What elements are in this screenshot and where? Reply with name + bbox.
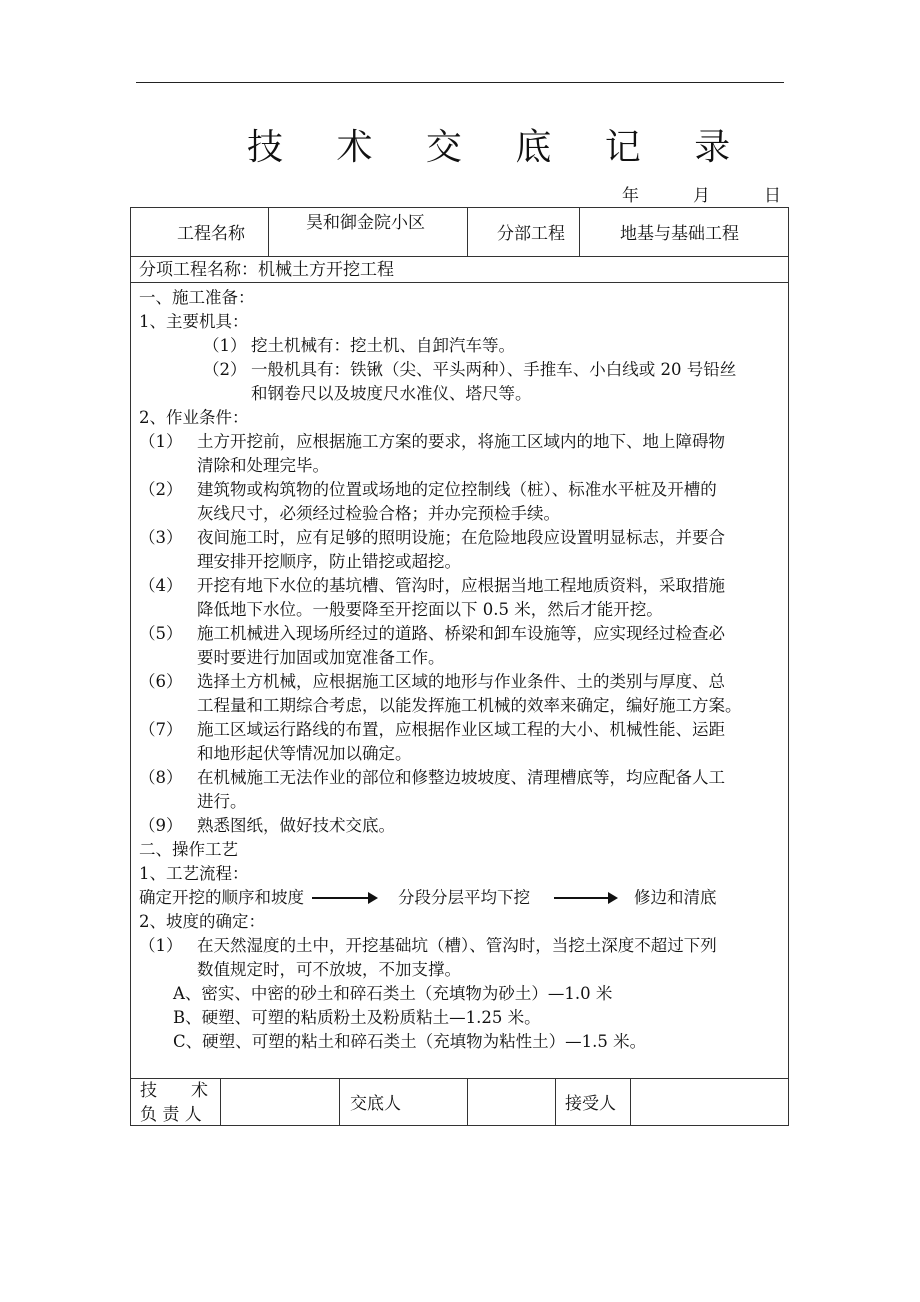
slope-case-c: C、硬塑、可塑的粘土和碎石类土（充填物为粘性土）—1.5 米。	[173, 1032, 647, 1051]
date-year: 年	[622, 186, 639, 206]
condition-5-line1: 施工机械进入现场所经过的道路、桥梁和卸车设施等，应实现经过检查必	[197, 624, 725, 643]
condition-7-num: （7）	[139, 720, 183, 739]
condition-2-num: （2）	[139, 480, 183, 499]
handover-person-label: 交底人	[350, 1094, 401, 1114]
slope-item-1	[139, 934, 784, 958]
subitem-value: 机械土方开挖工程	[258, 260, 394, 280]
condition-9-num: （9）	[139, 816, 183, 835]
record-form	[130, 207, 789, 1126]
tech-lead-label-line2: 负 责 人	[140, 1105, 202, 1125]
top-rule	[136, 82, 784, 83]
row-divider-subitem	[131, 282, 788, 283]
condition-1-line2: 清除和处理完毕。	[197, 456, 329, 475]
tool-item-2-num: （2）	[203, 360, 247, 379]
project-name-label: 工程名称	[177, 224, 245, 244]
tool-item-2-cont: 和钢卷尺以及坡度尺水准仪、塔尺等。	[251, 384, 532, 403]
condition-6	[139, 670, 784, 694]
tool-item-1-num: （1）	[203, 336, 247, 355]
condition-3-line2: 理安排开挖顺序，防止错挖或超挖。	[197, 552, 461, 571]
condition-2-line2: 灰线尺寸，必须经过检验合格；并办完预检手续。	[197, 504, 560, 523]
row-divider-header	[131, 256, 788, 257]
condition-4-num: （4）	[139, 576, 183, 595]
condition-8-line2: 进行。	[197, 792, 247, 811]
condition-4-line1: 开挖有地下水位的基坑槽、管沟时，应根据当地工程地质资料，采取措施	[197, 576, 725, 595]
condition-1-num: （1）	[139, 432, 183, 451]
condition-7-line1: 施工区域运行路线的布置，应根据作业区域工程的大小、机械性能、运距	[197, 720, 725, 739]
section-1-heading: 一、施工准备：	[139, 288, 255, 307]
flow-arrow-2	[554, 897, 616, 899]
header-col-divider-1	[268, 208, 269, 256]
footer-col-divider-3	[467, 1078, 468, 1126]
slope-case-b: B、硬塑、可塑的粘质粉土及粉质粘土—1.25 米。	[173, 1008, 541, 1027]
flow-step-1: 确定开挖的顺序和坡度	[139, 888, 304, 907]
date-day: 日	[764, 186, 781, 206]
tool-item-2-text: 一般机具有：铁锹（尖、平头两种）、手推车、小白线或 20 号铅丝	[251, 360, 737, 379]
footer-col-divider-1	[220, 1078, 221, 1126]
condition-6-num: （6）	[139, 672, 183, 691]
row-divider-footer	[131, 1078, 788, 1079]
content-body	[139, 286, 784, 1054]
process-flow	[139, 886, 784, 910]
condition-9	[139, 814, 784, 838]
condition-8-num: （8）	[139, 768, 183, 787]
subitem-name	[139, 258, 394, 282]
condition-3-line1: 夜间施工时，应有足够的照明设施；在危险地段应设置明显标志，并要合	[197, 528, 725, 547]
section-1-2-heading: 2、作业条件：	[139, 408, 249, 427]
tech-lead-label-line1: 技 术	[140, 1081, 208, 1101]
condition-1-line1: 土方开挖前，应根据施工方案的要求，将施工区域内的地下、地上障碍物	[197, 432, 725, 451]
footer-col-divider-4	[555, 1078, 556, 1126]
section-1-1-heading: 1、主要机具：	[139, 312, 249, 331]
header-col-divider-3	[579, 208, 580, 256]
header-col-divider-2	[467, 208, 468, 256]
slope-case-a: A、密实、中密的砂土和碎石类土（充填物为砂土）—1.0 米	[173, 984, 613, 1003]
condition-9-text: 熟悉图纸，做好技术交底。	[197, 816, 395, 835]
subitem-label: 分项工程名称：	[139, 260, 258, 280]
condition-2-line1: 建筑物或构筑物的位置或场地的定位控制线（桩）、标准水平桩及开槽的	[197, 480, 717, 499]
tool-item-2	[139, 358, 784, 382]
condition-8-line1: 在机械施工无法作业的部位和修整边坡坡度、清理槽底等，均应配备人工	[197, 768, 725, 787]
receiver-label: 接受人	[565, 1094, 616, 1114]
section-2-heading: 二、操作工艺	[139, 840, 238, 859]
condition-3	[139, 526, 784, 550]
flow-step-2: 分段分层平均下挖	[398, 888, 530, 907]
flow-arrow-1	[312, 897, 376, 899]
section-2-1-heading: 1、工艺流程：	[139, 864, 249, 883]
condition-4	[139, 574, 784, 598]
division-label: 分部工程	[497, 224, 565, 244]
condition-1	[139, 430, 784, 454]
condition-4-line2: 降低地下水位。一般要降至开挖面以下 0.5 米，然后才能开挖。	[197, 600, 663, 619]
condition-7-line2: 和地形起伏等情况加以确定。	[197, 744, 412, 763]
footer-col-divider-2	[339, 1078, 340, 1126]
condition-2	[139, 478, 784, 502]
tool-item-1-text: 挖土机械有：挖土机、自卸汽车等。	[251, 336, 515, 355]
slope-item-1-num: （1）	[139, 936, 183, 955]
footer-col-divider-5	[630, 1078, 631, 1126]
condition-5	[139, 622, 784, 646]
condition-5-line2: 要时要进行加固或加宽准备工作。	[197, 648, 445, 667]
condition-6-line2: 工程量和工期综合考虑，以能发挥施工机械的效率来确定，编好施工方案。	[197, 696, 742, 715]
tool-item-1	[139, 334, 784, 358]
slope-item-1-line1: 在天然湿度的土中，开挖基础坑（槽）、管沟时，当挖土深度不超过下列	[197, 936, 717, 955]
slope-item-1-line2: 数值规定时，可不放坡，不加支撑。	[197, 960, 461, 979]
condition-8	[139, 766, 784, 790]
condition-3-num: （3）	[139, 528, 183, 547]
project-name-value: 昊和御金院小区	[306, 213, 425, 233]
section-2-2-heading: 2、坡度的确定：	[139, 912, 265, 931]
flow-step-3: 修边和清底	[634, 888, 717, 907]
condition-7	[139, 718, 784, 742]
document-title: 技 术 交 底 记 录	[247, 127, 752, 168]
division-value: 地基与基础工程	[620, 224, 739, 244]
condition-6-line1: 选择土方机械，应根据施工区域的地形与作业条件、土的类别与厚度、总	[197, 672, 725, 691]
condition-5-num: （5）	[139, 624, 183, 643]
date-month: 月	[693, 186, 710, 206]
